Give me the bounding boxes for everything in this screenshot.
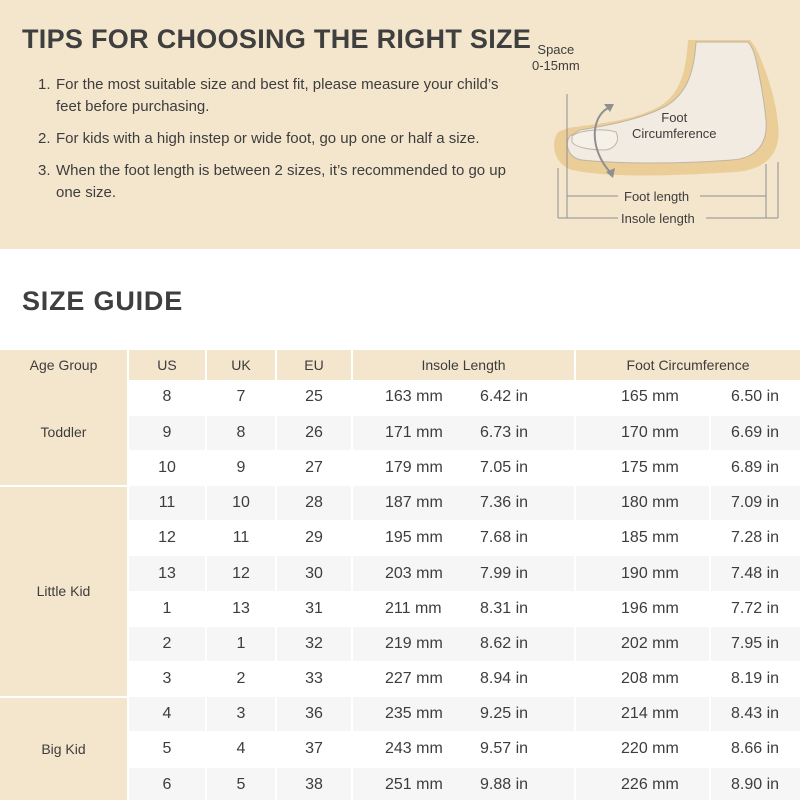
us-cell: 13 [128,556,206,591]
circumference-in-cell: 7.28 in [710,521,800,556]
us-cell: 12 [128,521,206,556]
us-cell: 9 [128,415,206,450]
eu-cell: 27 [276,450,352,485]
eu-cell: 33 [276,662,352,697]
uk-cell: 3 [206,697,276,732]
header-uk: UK [206,350,276,380]
header-eu: EU [276,350,352,380]
circumference-in-cell: 7.95 in [710,626,800,661]
us-cell: 3 [128,662,206,697]
eu-cell: 31 [276,591,352,626]
tip-number: 3. [38,162,51,179]
circumference-in-cell: 6.50 in [710,380,800,415]
tip-text: For kids with a high instep or wide foot, go up one or half a size. [56,130,480,147]
header-foot-circumference: Foot Circumference [575,350,800,380]
insole-in-cell: 8.62 in [460,626,575,661]
us-cell: 8 [128,380,206,415]
insole-in-cell: 7.05 in [460,450,575,485]
us-cell: 2 [128,626,206,661]
insole-mm-cell: 171 mm [352,415,460,450]
size-table-body [0,380,800,800]
age-group-cell: Little Kid [0,486,128,697]
us-cell: 1 [128,591,206,626]
table-header-row [0,350,800,380]
insole-in-cell: 7.68 in [460,521,575,556]
circumference-mm-cell: 190 mm [575,556,710,591]
insole-in-cell: 8.94 in [460,662,575,697]
header-us: US [128,350,206,380]
us-cell: 6 [128,767,206,800]
age-group-cell: Toddler [0,380,128,486]
insole-mm-cell: 235 mm [352,697,460,732]
eu-cell: 37 [276,732,352,767]
circumference-in-cell: 8.90 in [710,767,800,800]
uk-cell: 4 [206,732,276,767]
uk-cell: 7 [206,380,276,415]
eu-cell: 26 [276,415,352,450]
circumference-in-cell: 6.69 in [710,415,800,450]
tips-list [38,74,508,214]
table-row [0,380,800,415]
insole-in-cell: 9.25 in [460,697,575,732]
circumference-mm-cell: 170 mm [575,415,710,450]
insole-mm-cell: 179 mm [352,450,460,485]
header-insole-length: Insole Length [352,350,575,380]
insole-in-cell: 6.42 in [460,380,575,415]
uk-cell: 8 [206,415,276,450]
foot-length-label: Foot length [624,189,690,204]
eu-cell: 25 [276,380,352,415]
insole-in-cell: 8.31 in [460,591,575,626]
circumference-mm-cell: 220 mm [575,732,710,767]
insole-mm-cell: 227 mm [352,662,460,697]
insole-mm-cell: 211 mm [352,591,460,626]
age-group-cell: Big Kid [0,697,128,800]
circumference-mm-cell: 185 mm [575,521,710,556]
circumference-in-cell: 7.48 in [710,556,800,591]
us-cell: 4 [128,697,206,732]
tip-text: For the most suitable size and best fit, please measure your child’s feet before purchasing. [56,76,499,115]
circumference-mm-cell: 202 mm [575,626,710,661]
uk-cell: 2 [206,662,276,697]
uk-cell: 12 [206,556,276,591]
circumference-in-cell: 8.43 in [710,697,800,732]
circumference-mm-cell: 208 mm [575,662,710,697]
circumference-mm-cell: 196 mm [575,591,710,626]
circumference-in-cell: 8.66 in [710,732,800,767]
insole-in-cell: 9.57 in [460,732,575,767]
insole-in-cell: 6.73 in [460,415,575,450]
insole-mm-cell: 195 mm [352,521,460,556]
insole-mm-cell: 219 mm [352,626,460,661]
space-label: Space 0-15mm [532,42,580,73]
circumference-in-cell: 7.72 in [710,591,800,626]
insole-mm-cell: 187 mm [352,486,460,521]
us-cell: 11 [128,486,206,521]
circumference-in-cell: 8.19 in [710,662,800,697]
uk-cell: 5 [206,767,276,800]
header-age-group: Age Group [0,350,128,380]
eu-cell: 29 [276,521,352,556]
us-cell: 5 [128,732,206,767]
tip-item [38,74,508,118]
eu-cell: 32 [276,626,352,661]
size-guide-title: SIZE GUIDE [22,286,184,316]
circumference-in-cell: 6.89 in [710,450,800,485]
tip-text: When the foot length is between 2 sizes, it’s recommended to go up one size. [56,162,506,201]
insole-length-label: Insole length [621,211,695,226]
tips-title: TIPS FOR CHOOSING THE RIGHT SIZE [22,24,532,54]
uk-cell: 1 [206,626,276,661]
uk-cell: 13 [206,591,276,626]
tip-item [38,128,508,150]
foot-measurement-diagram [520,32,795,232]
eu-cell: 36 [276,697,352,732]
circumference-mm-cell: 214 mm [575,697,710,732]
uk-cell: 9 [206,450,276,485]
table-row [0,486,800,521]
eu-cell: 38 [276,767,352,800]
insole-mm-cell: 251 mm [352,767,460,800]
circumference-mm-cell: 180 mm [575,486,710,521]
size-table [0,350,800,800]
uk-cell: 10 [206,486,276,521]
tip-item [38,160,508,204]
uk-cell: 11 [206,521,276,556]
tip-number: 2. [38,130,51,147]
circumference-mm-cell: 165 mm [575,380,710,415]
eu-cell: 30 [276,556,352,591]
insole-in-cell: 7.36 in [460,486,575,521]
insole-in-cell: 9.88 in [460,767,575,800]
circumference-mm-cell: 226 mm [575,767,710,800]
circumference-label: Foot Circumference [632,110,717,141]
tip-number: 1. [38,76,51,93]
us-cell: 10 [128,450,206,485]
insole-mm-cell: 243 mm [352,732,460,767]
table-row [0,697,800,732]
circumference-in-cell: 7.09 in [710,486,800,521]
insole-mm-cell: 203 mm [352,556,460,591]
tips-banner [0,0,800,249]
circumference-mm-cell: 175 mm [575,450,710,485]
insole-in-cell: 7.99 in [460,556,575,591]
insole-mm-cell: 163 mm [352,380,460,415]
eu-cell: 28 [276,486,352,521]
